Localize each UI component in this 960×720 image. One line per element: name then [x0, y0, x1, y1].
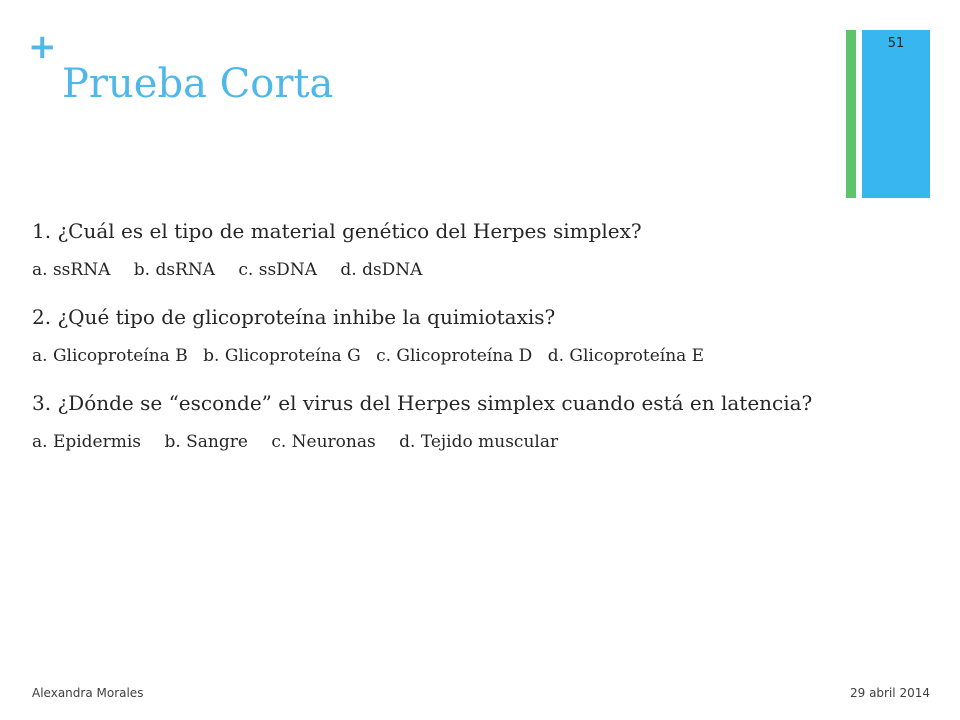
option-3b: b. Sangre: [164, 432, 248, 452]
option-1c: c. ssDNA: [238, 260, 317, 280]
option-2d: d. Glicoproteína E: [547, 346, 705, 366]
question-2: 2. ¿Qué tipo de glicoproteína inhibe la quimiotaxis?: [32, 305, 556, 329]
option-2c: c. Glicoproteína D: [376, 346, 533, 366]
question-3-options: [32, 430, 852, 454]
plus-icon: +: [28, 27, 57, 67]
option-1b: b. dsRNA: [133, 260, 215, 280]
question-1: 1. ¿Cuál es el tipo de material genético del Herpes simplex?: [32, 219, 642, 243]
option-3c: c. Neuronas: [271, 432, 376, 452]
option-1d: d. dsDNA: [340, 260, 423, 280]
option-3a: a. Epidermis: [32, 432, 142, 452]
footer-author: Alexandra Morales: [32, 686, 144, 700]
question-2-options: [32, 344, 852, 368]
question-1-options: [32, 258, 852, 282]
slide-number: 51: [887, 36, 905, 51]
accent-bar-blue: [862, 30, 930, 198]
option-2a: a. Glicoproteína B: [32, 346, 188, 366]
question-3: 3. ¿Dónde se “esconde” el virus del Herpes simplex cuando está en latencia?: [32, 391, 813, 415]
footer-date: 29 abril 2014: [849, 686, 930, 700]
option-2b: b. Glicoproteína G: [203, 346, 361, 366]
option-3d: d. Tejido muscular: [399, 432, 559, 452]
quiz-content: [32, 216, 852, 474]
slide-title: Prueba Corta: [62, 61, 334, 107]
option-1a: a. ssRNA: [32, 260, 111, 280]
accent-bar-green: [846, 30, 856, 198]
